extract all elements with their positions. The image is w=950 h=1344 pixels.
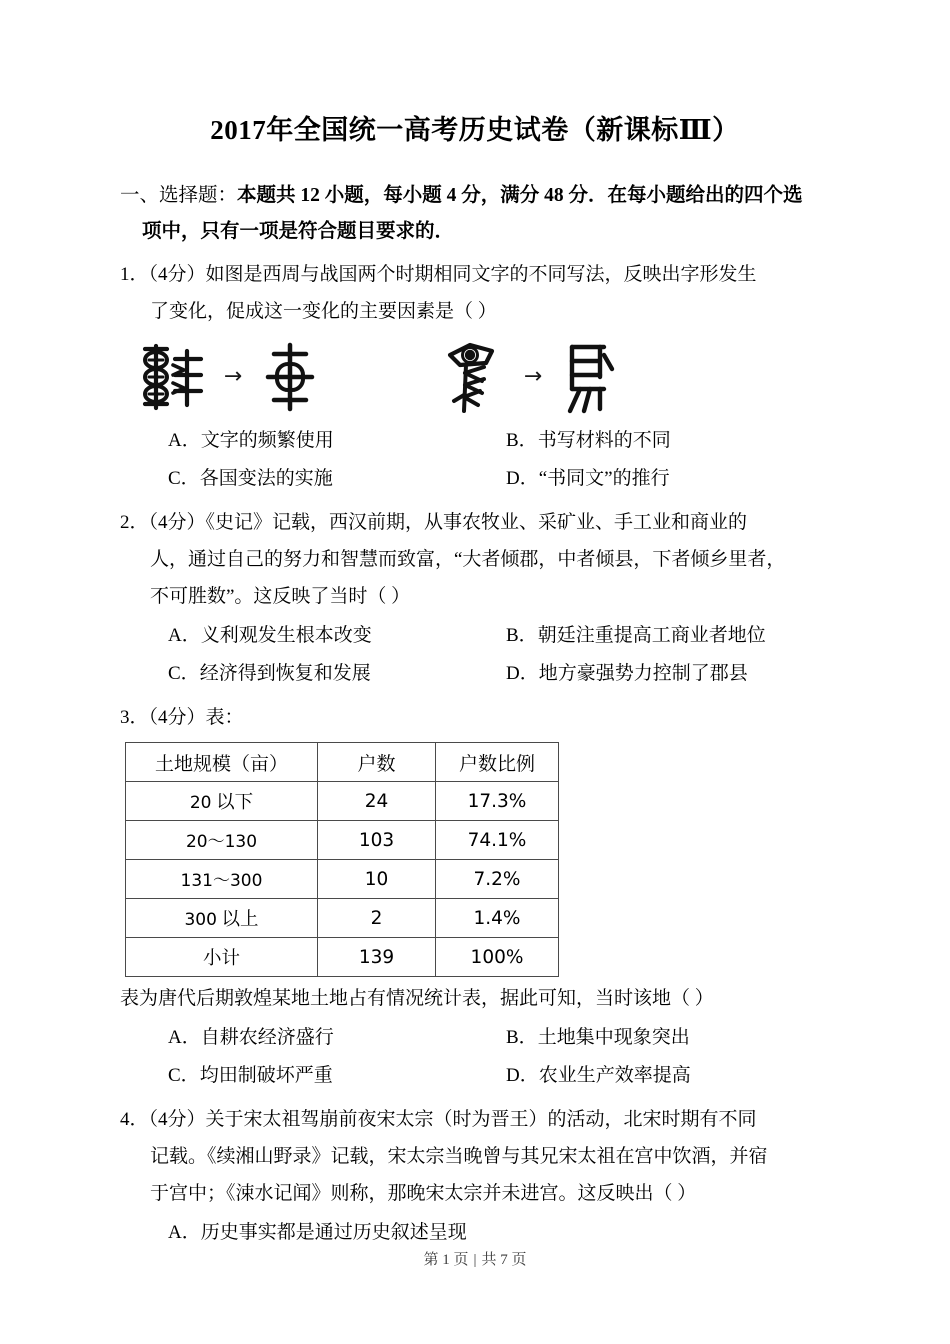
- question-4: [120, 1101, 830, 1212]
- option-b-text: 朝廷注重提高工商业者地位: [537, 625, 766, 647]
- option-d-text: “书同文”的推行: [538, 467, 670, 489]
- question-2-text-1: 《史记》记载，西汉前期，从事农牧业、采矿业、手工业和商业的: [205, 511, 748, 533]
- page-footer: [0, 1248, 950, 1269]
- cell-ratio: 1.4%: [436, 899, 559, 938]
- header-land-scale: 土地规模（亩）: [126, 743, 318, 782]
- option-a-text: 文字的频繁使用: [200, 429, 334, 451]
- ancient-script-figure: [120, 338, 830, 416]
- option-row: [120, 655, 830, 693]
- option-d[interactable]: [506, 460, 844, 498]
- option-b-text: 土地集中现象突出: [537, 1027, 690, 1049]
- arrow-right-icon: →: [523, 363, 543, 389]
- option-a-text: 义利观发生根本改变: [200, 625, 372, 647]
- option-row: [120, 422, 830, 460]
- option-row: [120, 1214, 830, 1252]
- cell-scale-number: 300: [184, 910, 217, 931]
- cell-scale-word: 以上: [216, 910, 259, 931]
- table-row: [126, 782, 559, 821]
- cell-total-label: 小计: [126, 938, 318, 977]
- question-2-number: 2．: [120, 511, 149, 533]
- cell-households: 2: [318, 899, 436, 938]
- option-b-key: B．: [506, 625, 538, 647]
- option-c-text: 经济得到恢复和发展: [199, 663, 371, 685]
- option-row: [120, 1057, 830, 1095]
- cell-ratio: 7.2%: [436, 860, 559, 899]
- cell-total-ratio: 100%: [436, 938, 559, 977]
- header-households: 户数: [318, 743, 436, 782]
- option-d[interactable]: [506, 655, 844, 693]
- footer-total-pages: 共 7 页: [481, 1252, 527, 1268]
- option-c-text: 均田制破坏严重: [199, 1065, 333, 1087]
- question-1-line-1: [120, 256, 830, 293]
- option-d[interactable]: [506, 1057, 844, 1095]
- cell-scale-number: 20: [189, 793, 212, 814]
- option-c-key: C．: [168, 663, 200, 685]
- option-c[interactable]: [168, 460, 506, 498]
- option-b[interactable]: [506, 617, 844, 655]
- option-a-key: A．: [168, 625, 201, 647]
- question-4-number: 4．: [120, 1109, 149, 1131]
- bronze-script-horse-icon: [440, 339, 506, 415]
- cell-households: 103: [318, 821, 436, 860]
- land-ownership-table: [125, 742, 559, 977]
- table-row: [126, 821, 559, 860]
- cell-land-scale: [126, 821, 318, 860]
- question-3-line-1: [120, 699, 830, 736]
- question-1: [120, 256, 830, 330]
- cell-land-scale: [126, 860, 318, 899]
- question-1-text-1: 如图是西周与战国两个时期相同文字的不同写法，反映出字形发生: [205, 263, 757, 285]
- question-4-text-1: 关于宋太祖驾崩前夜宋太宗（时为晋王）的活动，北宋时期有不同: [205, 1109, 757, 1131]
- question-2-score: （4分）: [148, 511, 206, 533]
- option-b-text: 书写材料的不同: [537, 429, 671, 451]
- table-row-total: [126, 938, 559, 977]
- option-d-key: D．: [506, 663, 539, 685]
- section-heading: [120, 178, 830, 250]
- question-4-options: [120, 1214, 830, 1252]
- option-a-key: A．: [168, 1222, 201, 1244]
- option-c-key: C．: [168, 1065, 200, 1087]
- question-2-options: [120, 617, 830, 693]
- question-3-text-1: 表：: [205, 707, 244, 729]
- option-b[interactable]: [506, 1019, 844, 1057]
- option-a-key: A．: [168, 429, 201, 451]
- option-c[interactable]: [168, 1057, 506, 1095]
- option-a-text: 历史事实都是通过历史叙述呈现: [200, 1222, 467, 1244]
- option-row: [120, 460, 830, 498]
- footer-current-page: 第 1 页: [423, 1252, 469, 1268]
- option-row: [120, 1019, 830, 1057]
- question-4-score: （4分）: [148, 1109, 206, 1131]
- question-3: [120, 699, 830, 736]
- table-caption: 表为唐代后期敦煌某地土地占有情况统计表，据此可知，当时该地（ ）: [120, 988, 714, 1010]
- option-a[interactable]: [168, 1214, 506, 1252]
- option-b-key: B．: [506, 1027, 538, 1049]
- cell-land-scale: [126, 782, 318, 821]
- option-b[interactable]: [506, 422, 844, 460]
- arrow-right-icon: →: [223, 363, 243, 389]
- question-1-line-2: 了变化，促成这一变化的主要因素是（ ）: [150, 300, 497, 322]
- bronze-script-chariot-icon: [132, 341, 206, 413]
- option-a[interactable]: [168, 422, 506, 460]
- question-2: [120, 504, 830, 615]
- header-household-ratio: 户数比例: [436, 743, 559, 782]
- option-c[interactable]: [168, 655, 506, 693]
- seal-script-horse-icon: [560, 339, 618, 415]
- cell-scale-number: 20～130: [185, 832, 258, 853]
- option-a-text: 自耕农经济盛行: [200, 1027, 334, 1049]
- cell-total-households: 139: [318, 938, 436, 977]
- section-line-2: 项中，只有一项是符合题目要求的．: [142, 220, 455, 242]
- option-d-text: 农业生产效率提高: [538, 1065, 691, 1087]
- cell-scale-number: 131～300: [180, 871, 263, 892]
- question-2-line-1: [120, 504, 830, 541]
- option-a[interactable]: [168, 617, 506, 655]
- section-label: 一、选择题：: [120, 184, 238, 206]
- question-3-score: （4分）: [148, 707, 206, 729]
- table-row: [126, 860, 559, 899]
- option-d-key: D．: [506, 467, 539, 489]
- cell-households: 24: [318, 782, 436, 821]
- question-4-line-2: 记载。《续湘山野录》记载，宋太宗当晚曾与其兄宋太祖在宫中饮酒，并宿: [150, 1146, 768, 1168]
- question-4-line-3: 于宫中；《涑水记闻》则称，那晚宋太宗并未进宫。这反映出（ ）: [150, 1183, 697, 1205]
- question-3-options: [120, 1019, 830, 1095]
- table-row: [126, 899, 559, 938]
- cell-scale-word: 以下: [211, 793, 254, 814]
- question-1-options: [120, 422, 830, 498]
- cell-land-scale: [126, 899, 318, 938]
- cell-ratio: 74.1%: [436, 821, 559, 860]
- table-header-row: [126, 743, 559, 782]
- question-3-number: 3．: [120, 707, 149, 729]
- footer-separator: |: [473, 1252, 477, 1268]
- seal-script-chariot-icon: [260, 341, 320, 413]
- cell-ratio: 17.3%: [436, 782, 559, 821]
- question-1-number: 1．: [120, 263, 149, 285]
- section-line-1: 本题共 12 小题，每小题 4 分，满分 48 分．在每小题给出的四个选: [237, 184, 803, 206]
- glyph-pair-horse: [440, 339, 618, 415]
- option-d-text: 地方豪强势力控制了郡县: [538, 663, 748, 685]
- option-c-text: 各国变法的实施: [199, 467, 333, 489]
- option-d-key: D．: [506, 1065, 539, 1087]
- cell-households: 10: [318, 860, 436, 899]
- question-4-line-1: [120, 1101, 830, 1138]
- option-c-key: C．: [168, 467, 200, 489]
- option-b-key: B．: [506, 429, 538, 451]
- option-row: [120, 617, 830, 655]
- question-1-score: （4分）: [148, 263, 206, 285]
- question-2-line-2: 人，通过自己的努力和智慧而致富，“大者倾郡，中者倾县，下者倾乡里者，: [150, 549, 786, 571]
- question-2-line-3: 不可胜数”。这反映了当时（ ）: [150, 586, 411, 608]
- glyph-pair-chariot: [132, 341, 320, 413]
- page-title: 2017年全国统一高考历史试卷（新课标Ⅲ）: [210, 115, 740, 145]
- option-a[interactable]: [168, 1019, 506, 1057]
- option-a-key: A．: [168, 1027, 201, 1049]
